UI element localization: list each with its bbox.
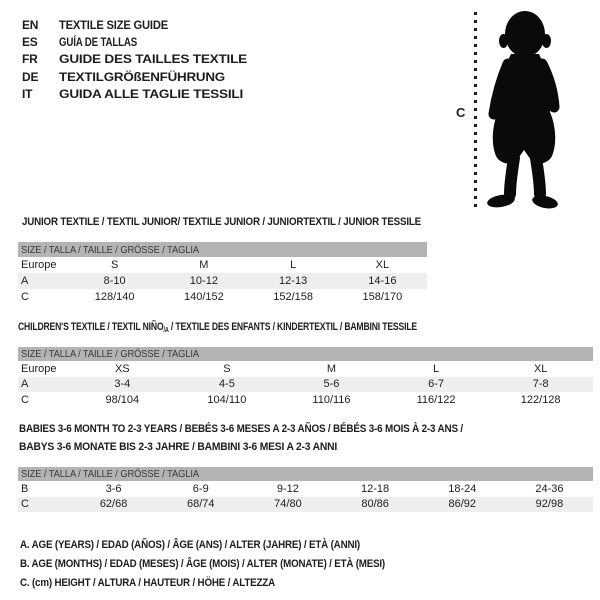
babies-size-table [18, 467, 593, 512]
size-cell: XL [533, 362, 548, 375]
age-cell: 10-12 [189, 275, 218, 287]
size-cell: L [433, 362, 440, 375]
children-size-table [18, 347, 593, 408]
row-label: B [21, 482, 29, 495]
age-cell: 6-7 [428, 378, 445, 391]
size-header-bar [18, 467, 593, 481]
height-cell: 128/140 [94, 291, 135, 303]
children-title-pre: CHILDREN'S TEXTILE / TEXTIL NIÑO [18, 321, 164, 333]
row-label: C [21, 393, 29, 406]
footnotes [20, 535, 432, 592]
table-row-europe-sizes [18, 361, 593, 377]
row-label: C [21, 291, 29, 303]
language-row [22, 16, 225, 33]
age-cell: 24-36 [535, 482, 564, 495]
height-cell: 98/104 [105, 393, 140, 406]
age-cell: 12-13 [279, 275, 308, 287]
size-header-bar [18, 242, 427, 257]
size-header-text: SIZE / TALLA / TAILLE / GRÖSSE / TAGLIA [21, 468, 199, 480]
baby-silhouette-icon [483, 8, 567, 210]
table-row-height-cm [18, 497, 593, 513]
language-header [22, 16, 247, 103]
size-header-bar [18, 347, 593, 361]
size-header-text: SIZE / TALLA / TAILLE / GRÖSSE / TAGLIA [21, 243, 199, 256]
height-cell: 152/158 [273, 291, 313, 303]
children-title-post: / TEXTILE DES ENFANTS / KINDERTEXTIL / BAMBINI TESSILE [168, 321, 417, 333]
language-code-en: EN [22, 17, 39, 32]
row-label: A [21, 275, 29, 287]
language-title-de: TEXTILGRÖßENFÜHRUNG [59, 69, 225, 84]
size-cell: XS [114, 362, 130, 375]
age-cell: 3-4 [114, 378, 131, 391]
age-cell: 14-16 [368, 275, 397, 287]
footnote-age-years: A. AGE (YEARS) / EDAD (AÑOS) / ÂGE (ANS) / ALTER (JAHRE) / ETÀ (ANNI) [20, 539, 360, 551]
size-cell: L [290, 259, 297, 271]
size-header-text: SIZE / TALLA / TAILLE / GRÖSSE / TAGLIA [21, 348, 199, 360]
height-cell: 104/110 [207, 393, 247, 406]
table-row-height-cm [18, 392, 593, 408]
table-row-age-months [18, 481, 593, 497]
height-cell: 116/122 [416, 393, 456, 406]
language-code-de: DE [22, 69, 39, 84]
language-row [22, 86, 244, 103]
junior-section-title: JUNIOR TEXTILE / TEXTIL JUNIOR/ TEXTILE JUNIOR / JUNIORTEXTIL / JUNIOR TESSILE [22, 216, 421, 228]
height-cell: 110/116 [312, 393, 351, 406]
height-cell: 158/170 [362, 291, 403, 303]
row-label: A [21, 378, 29, 391]
height-cell: 80/86 [361, 498, 389, 511]
age-cell: 4-5 [218, 378, 235, 391]
language-row [22, 51, 247, 68]
row-label: C [21, 498, 29, 511]
row-label: Europe [21, 362, 57, 375]
language-row [22, 68, 225, 85]
language-title-it: GUIDA ALLE TAGLIE TESSILI [59, 87, 244, 102]
age-cell: 3-6 [105, 482, 122, 495]
babies-title-line-1: BABIES 3-6 MONTH TO 2-3 YEARS / BEBÉS 3-6 MESES A 2-3 AÑOS / BÉBÉS 3-6 MOIS À 2-3 ANS / [19, 423, 463, 435]
height-measure-line [474, 12, 477, 209]
table-row-europe-sizes [18, 257, 427, 273]
table-row-height-cm [18, 289, 427, 305]
children-title-subscript: /A [163, 327, 169, 334]
language-code-es: ES [22, 35, 38, 50]
age-cell: 5-6 [323, 378, 340, 391]
table-row-age-years [18, 273, 427, 289]
age-cell: 7-8 [532, 378, 549, 391]
height-measure-label: C [456, 105, 466, 120]
age-cell: 9-12 [276, 482, 299, 495]
height-cell: 68/74 [186, 498, 215, 511]
height-cell: 122/128 [520, 393, 561, 406]
size-cell: S [110, 259, 119, 271]
footnote-height-cm: C. (cm) HEIGHT / ALTURA / HAUTEUR / HÖHE / ALTEZZA [20, 577, 275, 589]
language-title-fr: GUIDE DES TAILLES TEXTILE [59, 52, 247, 67]
babies-title-line-2: BABYS 3-6 MONATE BIS 2-3 JAHRE / BAMBINI 3-6 MESI A 2-3 ANNI [19, 440, 337, 453]
height-cell: 140/152 [183, 291, 224, 303]
row-label: Europe [21, 259, 57, 271]
table-row-age-years [18, 377, 593, 393]
language-code-it: IT [22, 87, 33, 102]
size-cell: M [199, 259, 209, 271]
footnote-age-months: B. AGE (MONTHS) / EDAD (MESES) / ÂGE (MOIS) / ALTER (MONATE) / ETÀ (MESI) [20, 558, 385, 570]
age-cell: 8-10 [103, 275, 126, 287]
size-cell: M [326, 362, 337, 375]
height-cell: 86/92 [448, 498, 477, 511]
age-cell: 18-24 [448, 482, 477, 495]
language-title-es: GUÍA DE TALLAS [59, 35, 137, 50]
age-cell: 6-9 [192, 482, 209, 495]
height-cell: 92/98 [535, 498, 564, 511]
language-row [22, 33, 225, 50]
children-section-title [18, 321, 417, 334]
size-cell: S [223, 362, 231, 375]
junior-size-table [18, 242, 427, 305]
height-cell: 62/68 [99, 498, 128, 511]
height-cell: 74/80 [274, 498, 302, 511]
size-cell: XL [375, 259, 390, 271]
age-cell: 12-18 [361, 482, 390, 495]
language-code-fr: FR [22, 52, 38, 67]
babies-section-title [19, 423, 514, 458]
language-title-en: TEXTILE SIZE GUIDE [59, 17, 168, 32]
